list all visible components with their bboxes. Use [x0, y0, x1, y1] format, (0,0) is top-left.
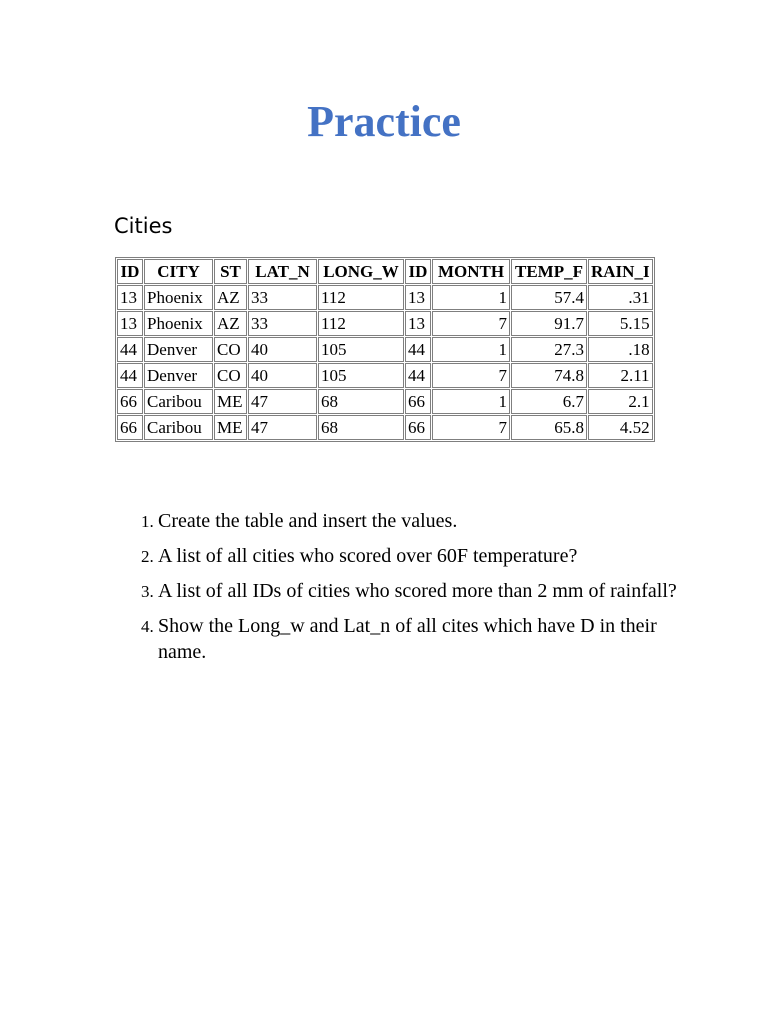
table-row [117, 311, 653, 336]
table-cell: 44 [405, 337, 431, 362]
table-cell: Denver [144, 337, 213, 362]
table-cell: 66 [117, 389, 143, 414]
table-cell: ME [214, 415, 247, 440]
table-cell: 57.4 [511, 285, 587, 310]
table-cell: 13 [117, 311, 143, 336]
table-cell: 105 [318, 337, 404, 362]
table-cell: 2.11 [588, 363, 653, 388]
column-header: MONTH [432, 259, 510, 284]
table-cell: 1 [432, 389, 510, 414]
table-cell: AZ [214, 311, 247, 336]
table-cell: Caribou [144, 415, 213, 440]
table-cell: 47 [248, 389, 317, 414]
table-cell: 7 [432, 415, 510, 440]
table-cell: 91.7 [511, 311, 587, 336]
table-cell: 40 [248, 363, 317, 388]
list-item: 3. A list of all IDs of cities who scored more than 2 mm of rainfall? [158, 578, 698, 604]
column-header: LONG_W [318, 259, 404, 284]
table-cell: 105 [318, 363, 404, 388]
cities-table [115, 257, 655, 442]
table-row [117, 363, 653, 388]
column-header: CITY [144, 259, 213, 284]
table-cell: Phoenix [144, 311, 213, 336]
table-cell: 33 [248, 311, 317, 336]
table-row [117, 337, 653, 362]
column-header: TEMP_F [511, 259, 587, 284]
table-cell: 65.8 [511, 415, 587, 440]
table-cell: 66 [405, 415, 431, 440]
page-title: Practice [307, 97, 461, 146]
table-cell: 6.7 [511, 389, 587, 414]
table-cell: 44 [117, 363, 143, 388]
list-item: 2. A list of all cities who scored over 60F temperature? [158, 543, 698, 569]
table-cell: .18 [588, 337, 653, 362]
table-cell: 44 [405, 363, 431, 388]
table-cell: 27.3 [511, 337, 587, 362]
table-cell: 1 [432, 337, 510, 362]
table-cell: .31 [588, 285, 653, 310]
table-cell: 40 [248, 337, 317, 362]
table-cell: 2.1 [588, 389, 653, 414]
table-cell: 7 [432, 311, 510, 336]
table-cell: 13 [117, 285, 143, 310]
table-cell: ME [214, 389, 247, 414]
table-cell: 7 [432, 363, 510, 388]
list-item: 1. Create the table and insert the values. [158, 508, 698, 534]
table-row [117, 285, 653, 310]
section-heading: Cities [114, 214, 173, 238]
table-cell: CO [214, 363, 247, 388]
table-cell: 74.8 [511, 363, 587, 388]
table-cell: 68 [318, 389, 404, 414]
table-cell: 112 [318, 285, 404, 310]
table-cell: 13 [405, 285, 431, 310]
column-header: ST [214, 259, 247, 284]
table-cell: 44 [117, 337, 143, 362]
column-header: LAT_N [248, 259, 317, 284]
table-cell: 1 [432, 285, 510, 310]
table-cell: 5.15 [588, 311, 653, 336]
table-cell: AZ [214, 285, 247, 310]
table-cell: 33 [248, 285, 317, 310]
table-cell: 66 [117, 415, 143, 440]
table-cell: Denver [144, 363, 213, 388]
table-cell: 13 [405, 311, 431, 336]
table-cell: 4.52 [588, 415, 653, 440]
list-item: 4. Show the Long_w and Lat_n of all cites which have D in their name. [158, 613, 698, 665]
column-header: ID [117, 259, 143, 284]
table-row [117, 389, 653, 414]
cities-table-container [115, 257, 655, 442]
table-cell: 66 [405, 389, 431, 414]
table-cell: Phoenix [144, 285, 213, 310]
table-cell: 112 [318, 311, 404, 336]
table-row [117, 415, 653, 440]
table-cell: Caribou [144, 389, 213, 414]
table-cell: CO [214, 337, 247, 362]
column-header: ID [405, 259, 431, 284]
questions-list [126, 508, 698, 674]
table-header-row [117, 259, 653, 284]
table-cell: 47 [248, 415, 317, 440]
column-header: RAIN_I [588, 259, 653, 284]
table-cell: 68 [318, 415, 404, 440]
